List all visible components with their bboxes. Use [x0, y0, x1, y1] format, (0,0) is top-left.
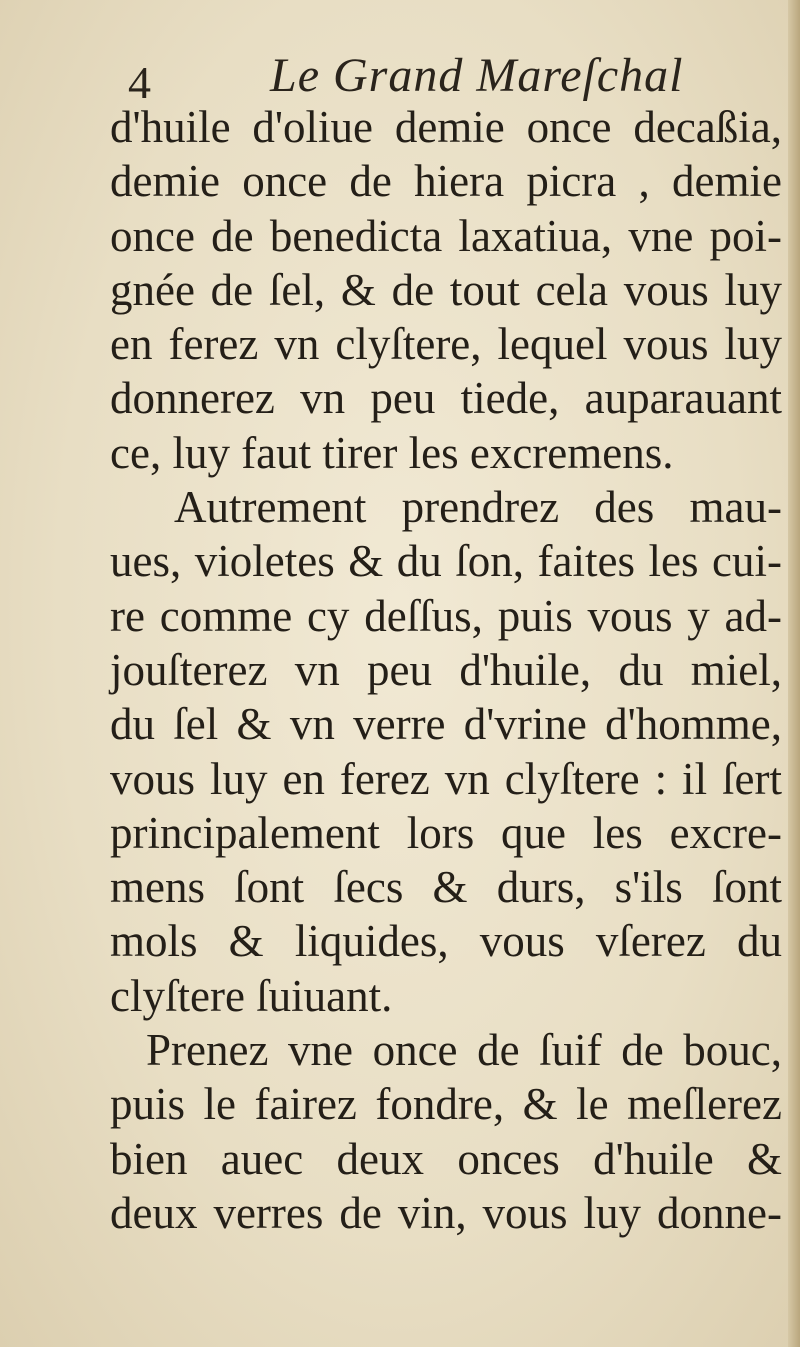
text-line: re comme cy deſſus, puis vous y ad-: [110, 590, 782, 641]
text-line: ues, violetes & du ſon, faites les cui-: [110, 536, 782, 587]
text-line: bien auec deux onces d'huile &: [110, 1133, 782, 1184]
page-header: [0, 46, 800, 106]
text-line: du ſel & vn verre d'vrine d'homme,: [110, 699, 782, 750]
text-line: puis le fairez fondre, & le meſlerez: [110, 1079, 782, 1130]
page-edge: [788, 0, 800, 1347]
body-text: [110, 100, 782, 1240]
text-line: deux verres de vin, vous luy donne-: [110, 1187, 782, 1238]
text-line: donnerez vn peu tiede, auparauant: [110, 373, 782, 424]
running-title: Le Grand Mareſchal: [270, 49, 684, 102]
text-line: mens ſont ſecs & durs, s'ils ſont: [110, 862, 782, 913]
text-line: gnée de ſel, & de tout cela vous luy: [110, 264, 782, 315]
text-line: once de benedicta laxatiua, vne poi-: [110, 210, 782, 261]
text-line: d'huile d'oliue demie once decaßia,: [110, 102, 782, 152]
text-line: ce, luy faut tirer les excremens.: [110, 427, 674, 478]
text-line: Prenez vne once de ſuif de bouc,: [146, 1025, 782, 1076]
text-line: clyſtere ſuiuant.: [110, 970, 393, 1021]
text-line: mols & liquides, vous vſerez du: [110, 916, 782, 967]
page-number: 4: [128, 57, 151, 108]
text-line: vous luy en ferez vn clyſtere : il ſert: [110, 753, 782, 804]
text-line: demie once de hiera picra , demie: [110, 156, 782, 207]
text-line: jouſterez vn peu d'huile, du miel,: [110, 644, 782, 695]
text-line: en ferez vn clyſtere, lequel vous luy: [110, 319, 782, 370]
text-line: principalement lors que les excre-: [110, 807, 782, 858]
text-line: Autrement prendrez des mau-: [174, 482, 782, 533]
